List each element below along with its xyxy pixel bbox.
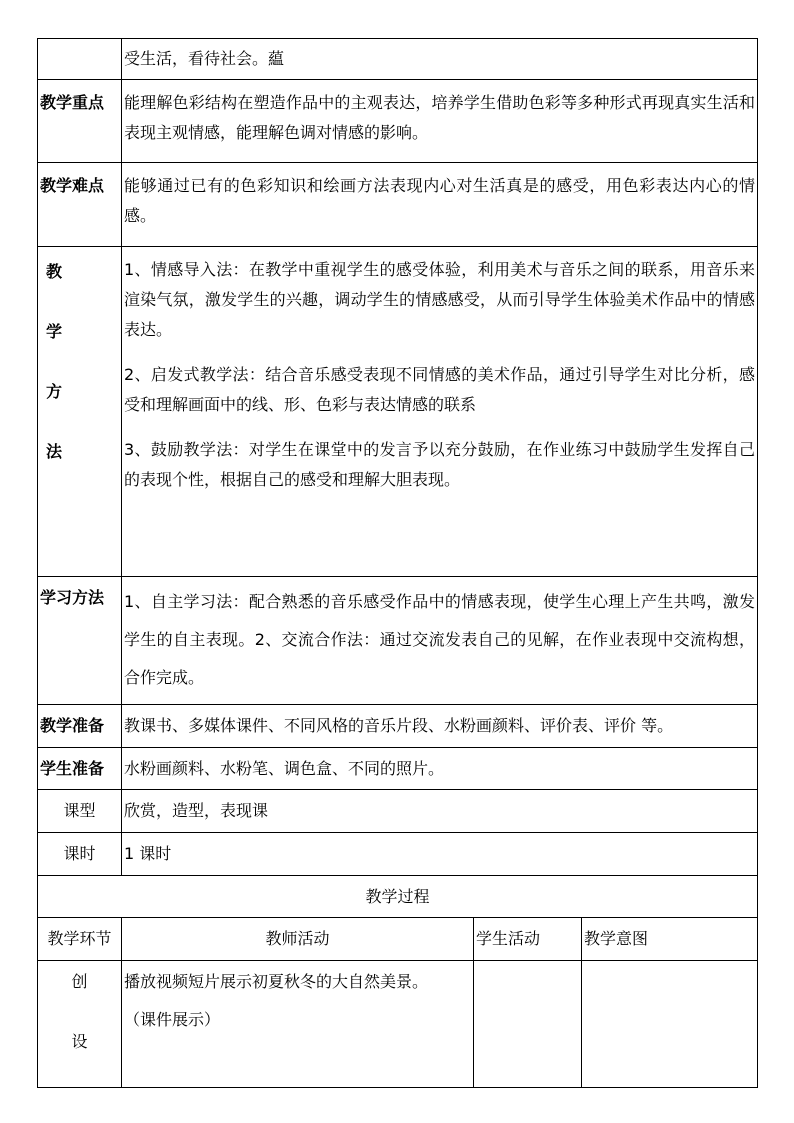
key-points-text: 能理解色彩结构在塑造作品中的主观表达，培养学生借助色彩等多种形式再现真实生活和表现主观情感，能理解色调对情感的影响。 <box>122 80 758 163</box>
process-title: 教学过程 <box>38 876 758 918</box>
header-stage: 教学环节 <box>38 918 122 961</box>
method-item-3: 3、鼓励教学法：对学生在课堂中的发言予以充分鼓励，在作业练习中鼓励学生发挥自己的表现个性，根据自己的感受和理解大胆表现。 <box>124 440 756 489</box>
row-learning-methods <box>38 577 758 705</box>
lesson-hours-text: 1 课时 <box>122 833 758 876</box>
header-student-activity: 学生活动 <box>474 918 582 961</box>
difficulties-text: 能够通过已有的色彩知识和绘画方法表现内心对生活真是的感受，用色彩表达内心的情感。 <box>122 163 758 247</box>
method-item-1: 1、情感导入法：在教学中重视学生的感受体验，利用美术与音乐之间的联系，用音乐来渲染气氛，激发学生的兴趣，调动学生的情感感受，从而引导学生体验美术作品中的情感表达。 <box>124 260 756 339</box>
method-item-2: 2、启发式教学法：结合音乐感受表现不同情感的美术作品，通过引导学生对比分析，感受和理解画面中的线、形、色彩与表达情感的联系 <box>124 365 756 414</box>
teacher-prep-label: 教学准备 <box>38 705 122 748</box>
row-process-first <box>38 961 758 1088</box>
student-activity-cell <box>474 961 582 1088</box>
row-process-title <box>38 876 758 918</box>
row-key-points <box>38 80 758 163</box>
methods-label-char: 学 <box>46 322 63 341</box>
row-methods <box>38 247 758 577</box>
methods-label-char: 教 <box>46 262 63 281</box>
row-process-headers <box>38 918 758 961</box>
learning-methods-label: 学习方法 <box>38 577 122 705</box>
empty-label-cell <box>38 39 122 80</box>
teacher-activity-line: 播放视频短片展示初夏秋冬的大自然美景。 <box>124 972 429 991</box>
teacher-prep-text: 教课书、多媒体课件、不同风格的音乐片段、水粉画颜料、评价表、评价 等。 <box>122 705 758 748</box>
lesson-type-text: 欣赏，造型，表现课 <box>122 790 758 833</box>
lesson-hours-label: 课时 <box>38 833 122 876</box>
row-student-prep <box>38 748 758 790</box>
methods-label-char: 方 <box>46 382 63 401</box>
lesson-type-label: 课型 <box>38 790 122 833</box>
difficulties-label: 教学难点 <box>38 163 122 247</box>
student-prep-label: 学生准备 <box>38 748 122 790</box>
row-continuation <box>38 39 758 80</box>
row-teacher-prep <box>38 705 758 748</box>
student-prep-text: 水粉画颜料、水粉笔、调色盒、不同的照片。 <box>122 748 758 790</box>
header-teacher-activity: 教师活动 <box>122 918 474 961</box>
stage-char: 设 <box>71 1032 88 1051</box>
stage-cell <box>38 961 122 1088</box>
row-lesson-hours <box>38 833 758 876</box>
continuation-text: 受生活，看待社会。藴 <box>122 39 758 80</box>
stage-char: 创 <box>71 972 88 991</box>
methods-label <box>38 247 122 577</box>
key-points-label: 教学重点 <box>38 80 122 163</box>
methods-content <box>122 247 758 577</box>
teaching-intent-cell <box>582 961 758 1088</box>
methods-label-char: 法 <box>46 442 63 461</box>
lesson-plan-table <box>37 38 758 1088</box>
teacher-activity-cell <box>122 961 474 1088</box>
header-teaching-intent: 教学意图 <box>582 918 758 961</box>
row-lesson-type <box>38 790 758 833</box>
teacher-activity-line: （课件展示） <box>124 1010 221 1029</box>
learning-methods-text: 1、自主学习法：配合熟悉的音乐感受作品中的情感表现，使学生心理上产生共鸣，激发学生的自主表现。2、交流合作法：通过交流发表自己的见解，在作业表现中交流构想，合作完成。 <box>122 577 758 705</box>
row-difficulties <box>38 163 758 247</box>
